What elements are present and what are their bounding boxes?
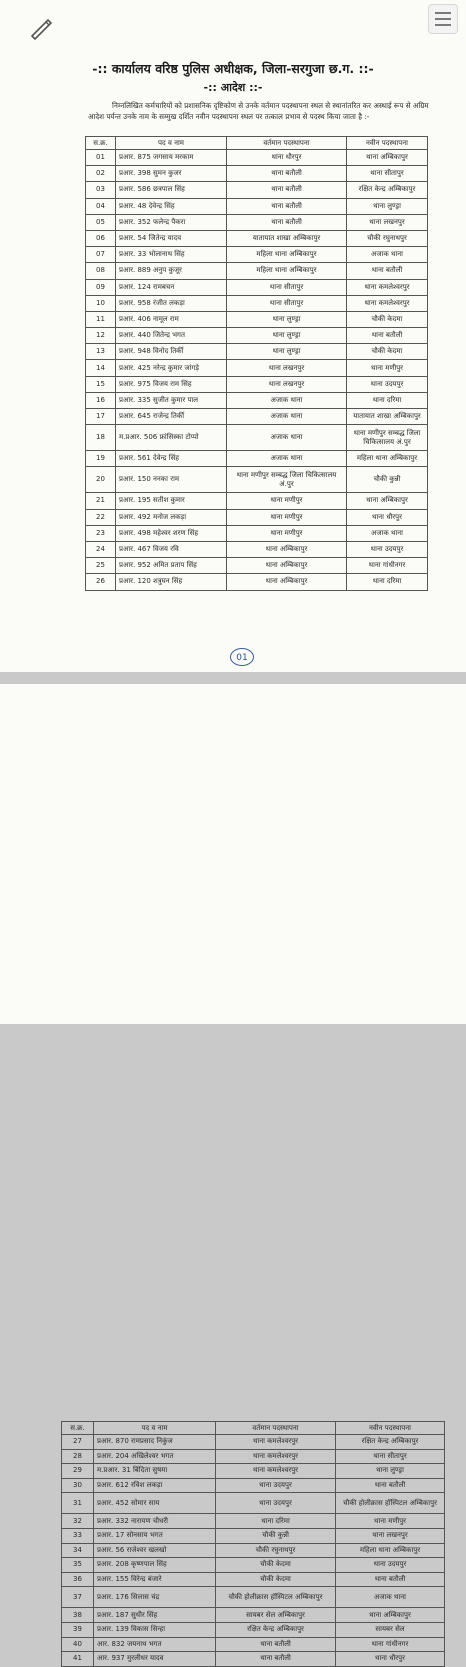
cell-sn: 39: [62, 1622, 94, 1637]
table-row: [86, 493, 428, 509]
cell-new: सायबर सेल: [336, 1622, 445, 1637]
table-row: [86, 328, 428, 344]
cell-sn: 19: [86, 451, 116, 467]
cell-name: प्रआर. 187 सुधीर सिंह: [94, 1608, 216, 1623]
cell-name: प्रआर. 56 राजेश्वर खलखो: [94, 1543, 216, 1558]
cell-sn: 26: [86, 574, 116, 590]
cell-current: थाना बतौली: [216, 1637, 336, 1652]
cell-name: प्रआर. 139 विकास सिन्हा: [94, 1622, 216, 1637]
cell-name: प्रआर. 452 सोमार साय: [94, 1493, 216, 1514]
cell-name: प्रआर. 406 नामूल राम: [116, 311, 227, 327]
order-heading: -:: आदेश ::-: [203, 81, 263, 94]
cell-current: थाना बतौली: [227, 198, 347, 214]
cell-name: प्रआर. 48 देवेन्द्र सिंह: [116, 198, 227, 214]
cell-sn: 03: [86, 182, 116, 198]
cell-new: थाना उदयपुर: [347, 376, 428, 392]
order-intro: निम्नलिखित कर्मचारियों को प्रशासनिक दृष्टिकोण से उनके वर्तमान पदस्थापना स्थल से स्थानांतरित कर अस्थाई रूप से अग्रिम आदेश पर्यन्त उनके नाम के सम्मुख दर्शित नवीन पदस्थापना स्थल पर तत्काल प्रभाव से पदस्थ किया जाता है :-: [88, 101, 429, 121]
cell-current: थाना लुण्ड्रा: [227, 311, 347, 327]
cell-new: अजाक थाना: [336, 1587, 445, 1608]
table-body: [62, 1435, 445, 1667]
cell-sn: 36: [62, 1572, 94, 1587]
cell-new: थाना धौरपुर: [336, 1652, 445, 1667]
cell-sn: 16: [86, 392, 116, 408]
cell-current: थाना धौरपुर: [227, 150, 347, 166]
header-new: नवीन पदस्थापना: [347, 137, 428, 150]
cell-name: प्रआर. 332 नारायण चौधरी: [94, 1514, 216, 1529]
cell-sn: 33: [62, 1528, 94, 1543]
cell-current: थाना अम्बिकापुर: [227, 558, 347, 574]
table-row: [62, 1558, 445, 1573]
cell-new: थाना दरिमा: [347, 574, 428, 590]
cell-current: चौकी केदमा: [216, 1572, 336, 1587]
table-row: [86, 392, 428, 408]
table-row: [62, 1435, 445, 1450]
cell-current: थाना लखनपुर: [227, 376, 347, 392]
table-body: [86, 150, 428, 591]
cell-sn: 05: [86, 214, 116, 230]
cell-current: थाना दरिमा: [216, 1514, 336, 1529]
cell-name: प्रआर. 875 जगसाय मरकाम: [116, 150, 227, 166]
table-row: [86, 574, 428, 590]
cell-new: रक्षित केन्द्र अम्बिकापुर: [336, 1435, 445, 1450]
table-row: [86, 425, 428, 451]
table-row: [62, 1587, 445, 1608]
cell-current: थाना लुण्ड्रा: [227, 344, 347, 360]
cell-sn: 38: [62, 1608, 94, 1623]
document-page-2: [0, 684, 466, 1663]
cell-name: प्रआर. 958 रंजीत लकड़ा: [116, 295, 227, 311]
table-row: [86, 198, 428, 214]
cell-new: चौकी कुन्नी: [347, 467, 428, 493]
cell-sn: 14: [86, 360, 116, 376]
header-sn: स.क्र.: [86, 137, 116, 150]
cell-name: आर. 832 जयनाथ भगत: [94, 1637, 216, 1652]
cell-name: प्रआर. 952 अमित प्रताप सिंह: [116, 558, 227, 574]
cell-current: अजाक थाना: [227, 451, 347, 467]
cell-sn: 30: [62, 1478, 94, 1493]
cell-sn: 11: [86, 311, 116, 327]
cell-new: थाना मणीपुर: [347, 360, 428, 376]
cell-sn: 07: [86, 247, 116, 263]
table-row: [62, 1514, 445, 1529]
cell-sn: 08: [86, 263, 116, 279]
transfer-table-page-2: [61, 1421, 445, 1667]
cell-new: महिला थाना अम्बिकापुर: [347, 451, 428, 467]
cell-sn: 40: [62, 1637, 94, 1652]
cell-current: चौकी कुन्नी: [216, 1528, 336, 1543]
cell-sn: 23: [86, 525, 116, 541]
table-row: [86, 150, 428, 166]
cell-sn: 13: [86, 344, 116, 360]
table-row: [86, 344, 428, 360]
table-header-row: [62, 1422, 445, 1435]
header-current: वर्तमान पदस्थापना: [216, 1422, 336, 1435]
table-row: [86, 279, 428, 295]
cell-new: थाना बतौली: [347, 328, 428, 344]
cell-new: थाना अम्बिकापुर: [347, 150, 428, 166]
cell-new: अजाक थाना: [347, 247, 428, 263]
table-row: [62, 1622, 445, 1637]
page-number: 01: [230, 648, 254, 666]
cell-name: प्रआर. 561 देवेन्द्र सिंह: [116, 451, 227, 467]
table-row: [86, 451, 428, 467]
cell-name: प्रआर. 155 विरेन्द्र बंजारे: [94, 1572, 216, 1587]
cell-new: अजाक थाना: [347, 525, 428, 541]
cell-current: थाना मणीपुर सम्बद्ध जिला चिकित्सालय अं.पुर: [227, 467, 347, 493]
cell-name: प्रआर. 176 सिलास चंद्र: [94, 1587, 216, 1608]
table-row: [86, 247, 428, 263]
cell-current: थाना कमलेश्वरपुर: [216, 1449, 336, 1464]
cell-current: यातायात शाखा अम्बिकापुर: [227, 230, 347, 246]
cell-current: महिला थाना अम्बिकापुर: [227, 247, 347, 263]
cell-current: थाना मणीपुर: [227, 493, 347, 509]
cell-sn: 21: [86, 493, 116, 509]
cell-name: प्रआर. 425 नरेन्द्र कुमार जांगड़े: [116, 360, 227, 376]
cell-current: थाना बतौली: [227, 214, 347, 230]
table-row: [86, 295, 428, 311]
cell-sn: 18: [86, 425, 116, 451]
cell-new: थाना बतौली: [347, 263, 428, 279]
cell-name: प्रआर. 54 जितेन्द्र यादव: [116, 230, 227, 246]
cell-name: प्रआर. 398 सुमन कुजर: [116, 166, 227, 182]
cell-new: थाना अम्बिकापुर: [336, 1608, 445, 1623]
cell-current: चौकी होलीक्रास हॉस्पिटल अम्बिकापुर: [216, 1587, 336, 1608]
cell-current: अजाक थाना: [227, 425, 347, 451]
cell-current: थाना कमलेश्वरपुर: [216, 1435, 336, 1450]
cell-name: म.प्रआर. 31 बिंदिता सुषमा: [94, 1464, 216, 1479]
cell-name: प्रआर. 120 शत्रुघन सिंह: [116, 574, 227, 590]
cell-new: थाना बतौली: [336, 1572, 445, 1587]
cell-current: थाना उदयपुर: [216, 1493, 336, 1514]
table-row: [86, 409, 428, 425]
cell-new: थाना दरिमा: [347, 392, 428, 408]
header-sn: स.क्र.: [62, 1422, 94, 1435]
table-row: [62, 1543, 445, 1558]
cell-new: थाना कमलेश्वरपुर: [347, 279, 428, 295]
cell-name: प्रआर. 467 विजय रवि: [116, 541, 227, 557]
cell-new: थाना गांधीनगर: [347, 558, 428, 574]
cell-current: थाना बतौली: [227, 182, 347, 198]
table-header-row: [86, 137, 428, 150]
table-row: [86, 263, 428, 279]
cell-name: प्रआर. 124 रामबचन: [116, 279, 227, 295]
cell-name: प्रआर. 492 मनोज लकड़ा: [116, 509, 227, 525]
document-page-1: [0, 0, 466, 672]
cell-name: प्रआर. 498 महेश्वर शरण सिंह: [116, 525, 227, 541]
cell-current: अजाक थाना: [227, 409, 347, 425]
cell-current: थाना सीतापुर: [227, 295, 347, 311]
cell-current: थाना अम्बिकापुर: [227, 574, 347, 590]
table-row: [86, 509, 428, 525]
cell-new: चौकी केदमा: [347, 311, 428, 327]
cell-new: थाना अम्बिकापुर: [347, 493, 428, 509]
cell-name: प्रआर. 645 राजेन्द्र तिर्की: [116, 409, 227, 425]
cell-sn: 09: [86, 279, 116, 295]
cell-name: प्रआर. 150 ननका राम: [116, 467, 227, 493]
cell-new: थाना सीतापुर: [336, 1449, 445, 1464]
table-row: [62, 1464, 445, 1479]
cell-current: अजाक थाना: [227, 392, 347, 408]
cell-name: प्रआर. 948 विनोद तिर्की: [116, 344, 227, 360]
table-row: [86, 360, 428, 376]
table-row: [62, 1608, 445, 1623]
cell-current: थाना बतौली: [216, 1652, 336, 1667]
cell-sn: 25: [86, 558, 116, 574]
cell-name: प्रआर. 33 भोलानाथ सिंह: [116, 247, 227, 263]
cell-new: थाना बतौली: [336, 1478, 445, 1493]
cell-sn: 22: [86, 509, 116, 525]
office-title: -:: कार्यालय वरिष्ठ पुलिस अधीक्षक, जिला-सरगुजा छ.ग. ::-: [92, 61, 374, 76]
table-row: [86, 214, 428, 230]
cell-new: थाना कमलेश्वरपुर: [347, 295, 428, 311]
cell-name: प्रआर. 612 रविश लकड़ा: [94, 1478, 216, 1493]
cell-sn: 10: [86, 295, 116, 311]
cell-sn: 27: [62, 1435, 94, 1450]
table-row: [62, 1478, 445, 1493]
cell-sn: 31: [62, 1493, 94, 1514]
table-row: [86, 376, 428, 392]
table-row: [62, 1528, 445, 1543]
cell-current: थाना मणीपुर: [227, 509, 347, 525]
cell-new: थाना लुण्ड्रा: [347, 198, 428, 214]
pen-icon[interactable]: [28, 14, 54, 40]
cell-name: प्रआर. 204 अखिलेश्वर भगत: [94, 1449, 216, 1464]
cell-sn: 28: [62, 1449, 94, 1464]
cell-sn: 34: [62, 1543, 94, 1558]
cell-name: प्रआर. 870 रामप्रसाद निकुंज: [94, 1435, 216, 1450]
table-row: [86, 525, 428, 541]
cell-sn: 04: [86, 198, 116, 214]
cell-new: थाना धौरपुर: [347, 509, 428, 525]
table-row: [62, 1493, 445, 1514]
header-name: पद व नाम: [116, 137, 227, 150]
header-current: वर्तमान पदस्थापना: [227, 137, 347, 150]
cell-new: रक्षित केन्द्र अम्बिकापुर: [347, 182, 428, 198]
cell-current: रक्षित केन्द्र अम्बिकापुर: [216, 1622, 336, 1637]
cell-current: चौकी केदमा: [216, 1558, 336, 1573]
table-row: [86, 230, 428, 246]
cell-current: थाना मणीपुर: [227, 525, 347, 541]
cell-current: थाना कमलेश्वरपुर: [216, 1464, 336, 1479]
cell-new: थाना लखनपुर: [336, 1528, 445, 1543]
transfer-table-page-1: [85, 136, 428, 591]
cell-current: सायबर सेल अम्बिकापुर: [216, 1608, 336, 1623]
cell-new: महिला थाना अम्बिकापुर: [336, 1543, 445, 1558]
cell-name: आर. 937 मुरलीधर यादव: [94, 1652, 216, 1667]
cell-sn: 15: [86, 376, 116, 392]
cell-name: प्रआर. 195 सतीश कुमार: [116, 493, 227, 509]
cell-current: थाना बतौली: [227, 166, 347, 182]
cell-sn: 29: [62, 1464, 94, 1479]
cell-name: प्रआर. 440 जितेन्द्र भगत: [116, 328, 227, 344]
cell-current: महिला थाना अम्बिकापुर: [227, 263, 347, 279]
cell-new: थाना मणीपुर सम्बद्ध जिला चिकित्सालय अं.पुर: [347, 425, 428, 451]
cell-sn: 06: [86, 230, 116, 246]
cell-new: थाना गांधीनगर: [336, 1637, 445, 1652]
cell-name: प्रआर. 975 विजय राम सिंह: [116, 376, 227, 392]
cell-sn: 32: [62, 1514, 94, 1529]
cell-sn: 02: [86, 166, 116, 182]
cell-current: थाना उदयपुर: [216, 1478, 336, 1493]
cell-new: थाना सीतापुर: [347, 166, 428, 182]
cell-new: चौकी रघुनाथपुर: [347, 230, 428, 246]
cell-current: थाना सीतापुर: [227, 279, 347, 295]
table-row: [62, 1637, 445, 1652]
table-row: [86, 467, 428, 493]
cell-current: थाना लुण्ड्रा: [227, 328, 347, 344]
cell-sn: 35: [62, 1558, 94, 1573]
cell-new: चौकी केदमा: [347, 344, 428, 360]
cell-current: थाना लखनपुर: [227, 360, 347, 376]
cell-new: चौकी होलीक्रास हॉस्पिटल अम्बिकापुर: [336, 1493, 445, 1514]
cell-name: प्रआर. 889 अनुप कुजूर: [116, 263, 227, 279]
cell-new: थाना उदयपुर: [347, 541, 428, 557]
cell-name: प्रआर. 586 छत्रपाल सिंह: [116, 182, 227, 198]
table-row: [62, 1652, 445, 1667]
cell-sn: 01: [86, 150, 116, 166]
table-row: [62, 1449, 445, 1464]
cell-sn: 41: [62, 1652, 94, 1667]
cell-current: चौकी रघुनाथपुर: [216, 1543, 336, 1558]
cell-name: म.प्रआर. 506 फ्रांसिस्का टोप्पो: [116, 425, 227, 451]
header-new: नवीन पदस्थापना: [336, 1422, 445, 1435]
cell-new: थाना लुण्ड्रा: [336, 1464, 445, 1479]
table-row: [86, 166, 428, 182]
header-name: पद व नाम: [94, 1422, 216, 1435]
cell-new: थाना लखनपुर: [347, 214, 428, 230]
menu-icon[interactable]: [428, 4, 458, 34]
cell-current: थाना अम्बिकापुर: [227, 541, 347, 557]
cell-new: थाना उदयपुर: [336, 1558, 445, 1573]
cell-sn: 37: [62, 1587, 94, 1608]
table-row: [86, 311, 428, 327]
cell-name: प्रआर. 335 सुजीत कुमार पाल: [116, 392, 227, 408]
cell-sn: 24: [86, 541, 116, 557]
cell-name: प्रआर. 352 फलेन्द्र पैकरा: [116, 214, 227, 230]
table-row: [86, 182, 428, 198]
cell-new: थाना मणीपुर: [336, 1514, 445, 1529]
cell-new: यातायात शाखा अम्बिकापुर: [347, 409, 428, 425]
table-row: [62, 1572, 445, 1587]
cell-name: प्रआर. 17 सोनसाय भगत: [94, 1528, 216, 1543]
table-row: [86, 558, 428, 574]
cell-name: प्रआर. 208 कृष्णपाल सिंह: [94, 1558, 216, 1573]
cell-sn: 12: [86, 328, 116, 344]
table-row: [86, 541, 428, 557]
cell-sn: 17: [86, 409, 116, 425]
cell-sn: 20: [86, 467, 116, 493]
